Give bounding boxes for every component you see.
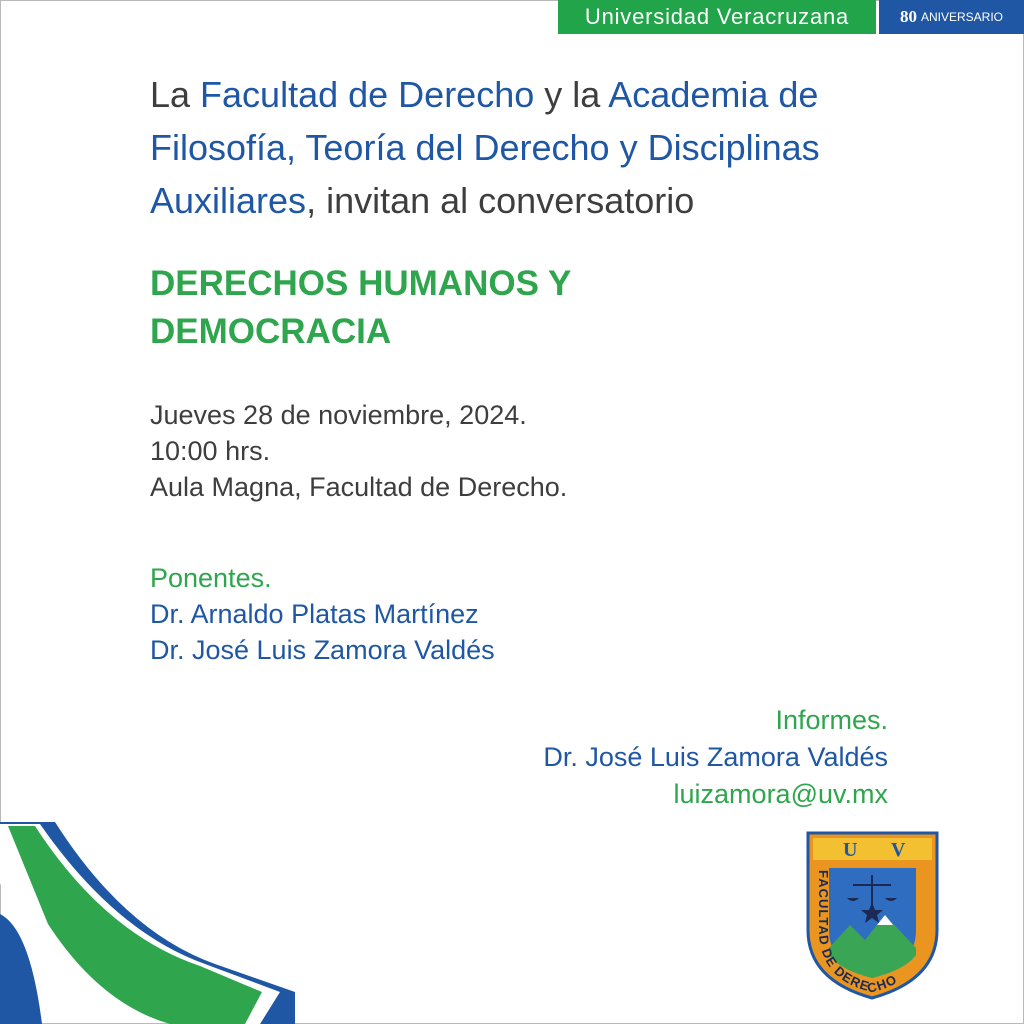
event-title (150, 260, 750, 356)
header-bar (558, 0, 1024, 34)
event-title-line-1: DERECHOS HUMANOS Y (150, 264, 572, 303)
emblem-top-band (813, 838, 932, 860)
event-title-line-2: DEMOCRACIA (150, 312, 392, 351)
invitation-text (150, 68, 890, 227)
contact-section (388, 702, 888, 813)
intro-text-3: , invitan al conversatorio (306, 180, 695, 221)
university-name: Universidad Veracruzana (558, 0, 876, 34)
speaker-name: Dr. Arnaldo Platas Martínez (150, 599, 479, 629)
faculty-emblem (805, 830, 940, 1000)
event-time: 10:00 hrs. (150, 436, 271, 466)
anniversary-label: ANIVERSARIO (920, 10, 1004, 24)
faculty-name: Facultad de Derecho (200, 74, 535, 115)
event-place: Aula Magna, Facultad de Derecho. (150, 472, 568, 502)
contact-name: Dr. José Luis Zamora Valdés (543, 742, 888, 772)
emblem-letter-u: U (843, 839, 858, 861)
anniversary-badge (879, 0, 1024, 34)
event-date: Jueves 28 de noviembre, 2024. (150, 400, 527, 430)
intro-text-1: La (150, 74, 201, 115)
speaker-name: Dr. José Luis Zamora Valdés (150, 635, 495, 665)
contact-email: luizamora@uv.mx (673, 779, 888, 809)
swoosh-blue-corner (0, 914, 42, 1024)
speakers-heading: Ponentes. (150, 563, 272, 593)
emblem-letter-v: V (891, 839, 906, 861)
academy-name: Academia de Filosofía, Teoría del Derecho y Disciplinas Auxiliares (150, 74, 820, 221)
contact-heading: Informes. (775, 705, 888, 735)
event-details (150, 397, 750, 505)
speakers-section (150, 560, 750, 668)
intro-text-2: y la (534, 74, 609, 115)
emblem-ring-text: FACULTAD DE DERECHO (815, 870, 900, 996)
decorative-swoosh (0, 814, 300, 1024)
anniversary-number: 80 (899, 7, 917, 26)
